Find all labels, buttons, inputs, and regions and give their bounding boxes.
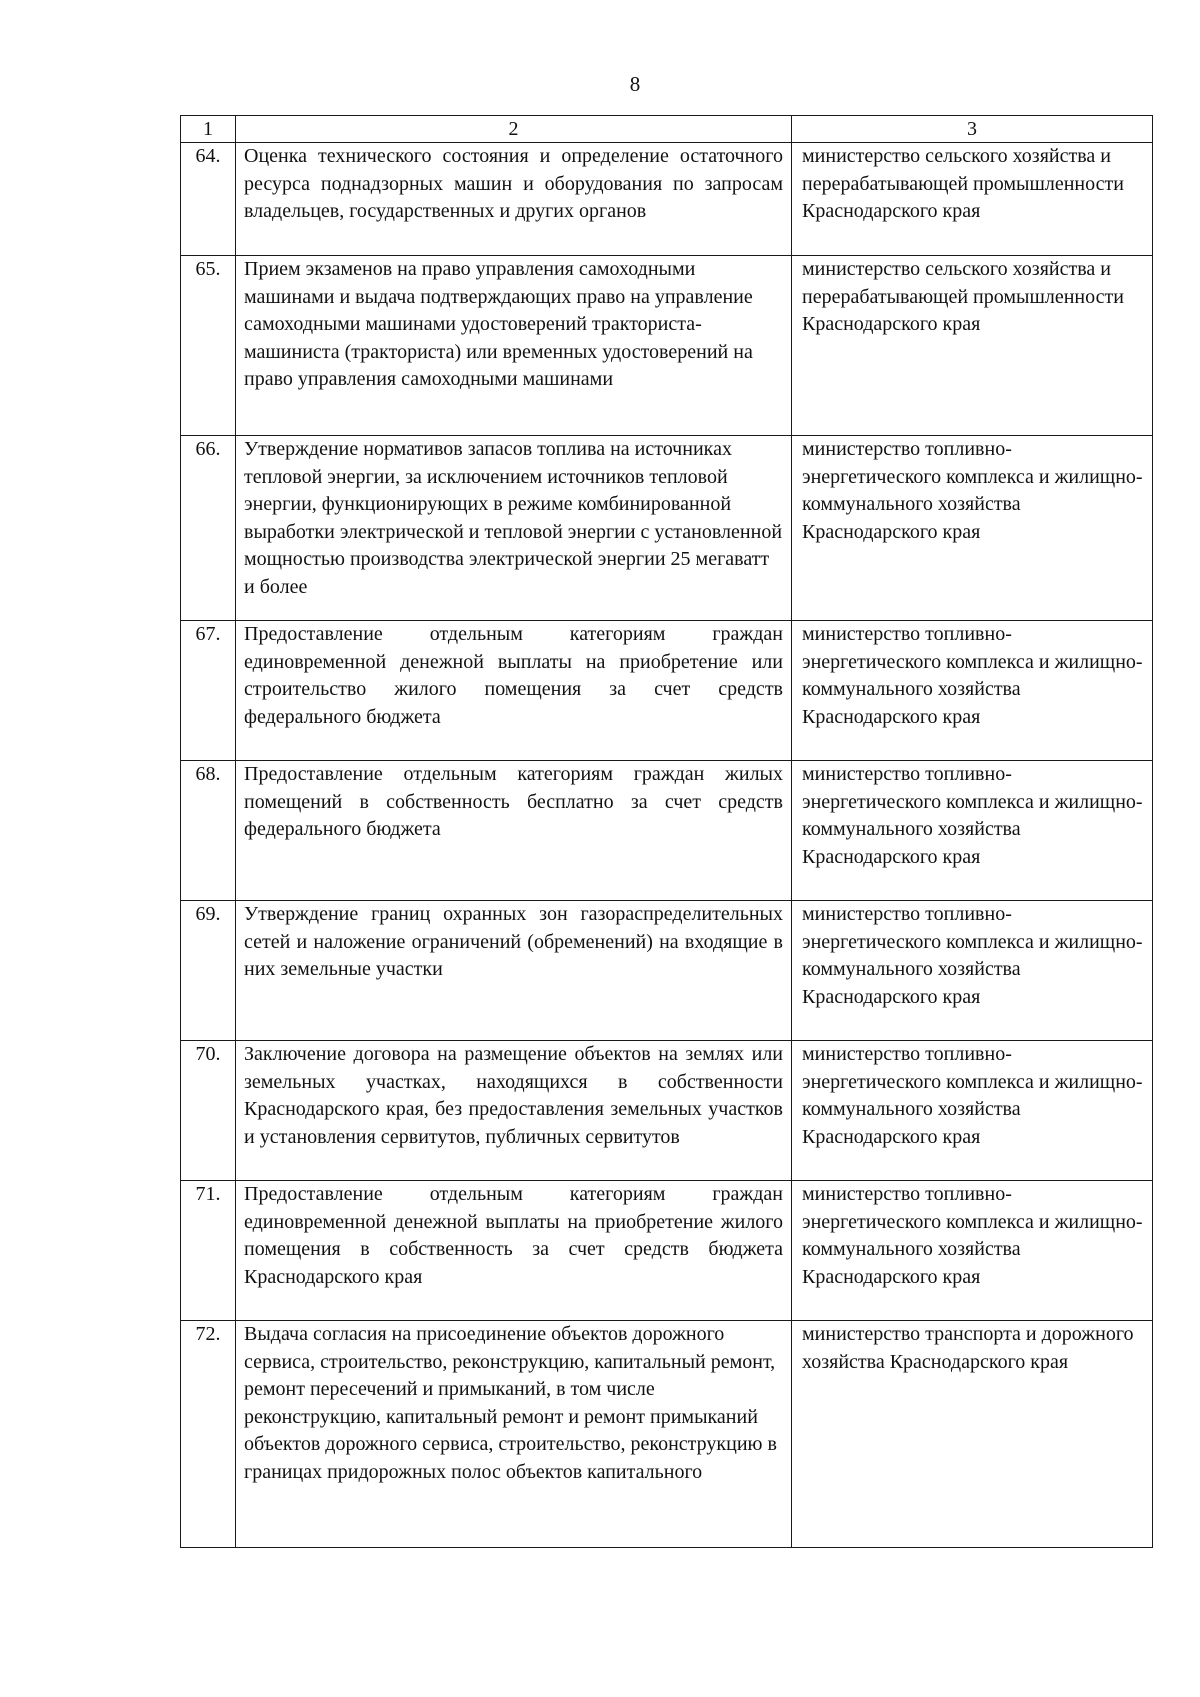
row-number: 72.: [181, 1321, 236, 1548]
row-number: 65.: [181, 256, 236, 436]
row-number: 71.: [181, 1181, 236, 1321]
table-row: [181, 761, 1153, 901]
table-row: [181, 256, 1153, 436]
row-number: 64.: [181, 143, 236, 256]
service-name: Оценка технического состояния и определение остаточного ресурса поднадзорных машин и оборудования по запросам владельцев, государственных и других органов: [236, 143, 792, 256]
responsible-department: министерство топливно-энергетического комплекса и жилищно-коммунального хозяйства Краснодарского края: [792, 1041, 1153, 1181]
row-number: 66.: [181, 436, 236, 621]
table-row: [181, 436, 1153, 621]
responsible-department: министерство топливно-энергетического комплекса и жилищно-коммунального хозяйства Краснодарского края: [792, 761, 1153, 901]
row-number: 70.: [181, 1041, 236, 1181]
service-name: Выдача согласия на присоединение объектов дорожного сервиса, строительство, реконструкцию, капитальный ремонт, ремонт пересечений и примыканий, в том числе реконструкцию, капитальный ремонт и ремонт примыканий объектов дорожного сервиса, строительство, реконструкцию в границах придорожных полос объектов капитального: [236, 1321, 792, 1548]
responsible-department: министерство топливно-энергетического комплекса и жилищно-коммунального хозяйства Краснодарского края: [792, 901, 1153, 1041]
service-name: Утверждение нормативов запасов топлива на источниках тепловой энергии, за исключением источников тепловой энергии, функционирующих в режиме комбинированной выработки электрической и тепловой энергии с установленной мощностью производства электрической энергии 25 мегаватт и более: [236, 436, 792, 621]
service-name: Заключение договора на размещение объектов на землях или земельных участках, находящихся в собственности Краснодарского края, без предоставления земельных участков и установления сервитутов, публичных сервитутов: [236, 1041, 792, 1181]
table-row: [181, 1181, 1153, 1321]
row-number: 68.: [181, 761, 236, 901]
column-header-number: 1: [181, 116, 236, 143]
row-number: 69.: [181, 901, 236, 1041]
responsible-department: министерство транспорта и дорожного хозяйства Краснодарского края: [792, 1321, 1153, 1548]
responsible-department: министерство топливно-энергетического комплекса и жилищно-коммунального хозяйства Краснодарского края: [792, 1181, 1153, 1321]
table-row: [181, 901, 1153, 1041]
responsible-department: министерство сельского хозяйства и перерабатывающей промышленности Краснодарского края: [792, 256, 1153, 436]
table-row: [181, 1041, 1153, 1181]
column-header-service: 2: [236, 116, 792, 143]
service-name: Предоставление отдельным категориям граждан жилых помещений в собственность бесплатно за счет средств федерального бюджета: [236, 761, 792, 901]
row-number: 67.: [181, 621, 236, 761]
responsible-department: министерство сельского хозяйства и перерабатывающей промышленности Краснодарского края: [792, 143, 1153, 256]
column-header-department: 3: [792, 116, 1153, 143]
service-name: Предоставление отдельным категориям граждан единовременной денежной выплаты на приобретение или строительство жилого помещения за счет средств федерального бюджета: [236, 621, 792, 761]
service-name: Утверждение границ охранных зон газораспределительных сетей и наложение ограничений (обременений) на входящие в них земельные участки: [236, 901, 792, 1041]
table-row: [181, 1321, 1153, 1548]
service-name: Предоставление отдельным категориям граждан единовременной денежной выплаты на приобретение жилого помещения в собственность за счет средств бюджета Краснодарского края: [236, 1181, 792, 1321]
responsible-department: министерство топливно-энергетического комплекса и жилищно-коммунального хозяйства Краснодарского края: [792, 621, 1153, 761]
service-name: Прием экзаменов на право управления самоходными машинами и выдача подтверждающих право на управление самоходными машинами удостоверений тракториста-машиниста (тракториста) или временных удостоверений на право управления самоходными машинами: [236, 256, 792, 436]
table-header-row: [181, 116, 1153, 143]
services-table: [180, 115, 1153, 1548]
responsible-department: министерство топливно-энергетического комплекса и жилищно-коммунального хозяйства Краснодарского края: [792, 436, 1153, 621]
table-row: [181, 621, 1153, 761]
page-number: 8: [629, 72, 641, 96]
table-row: [181, 143, 1153, 256]
